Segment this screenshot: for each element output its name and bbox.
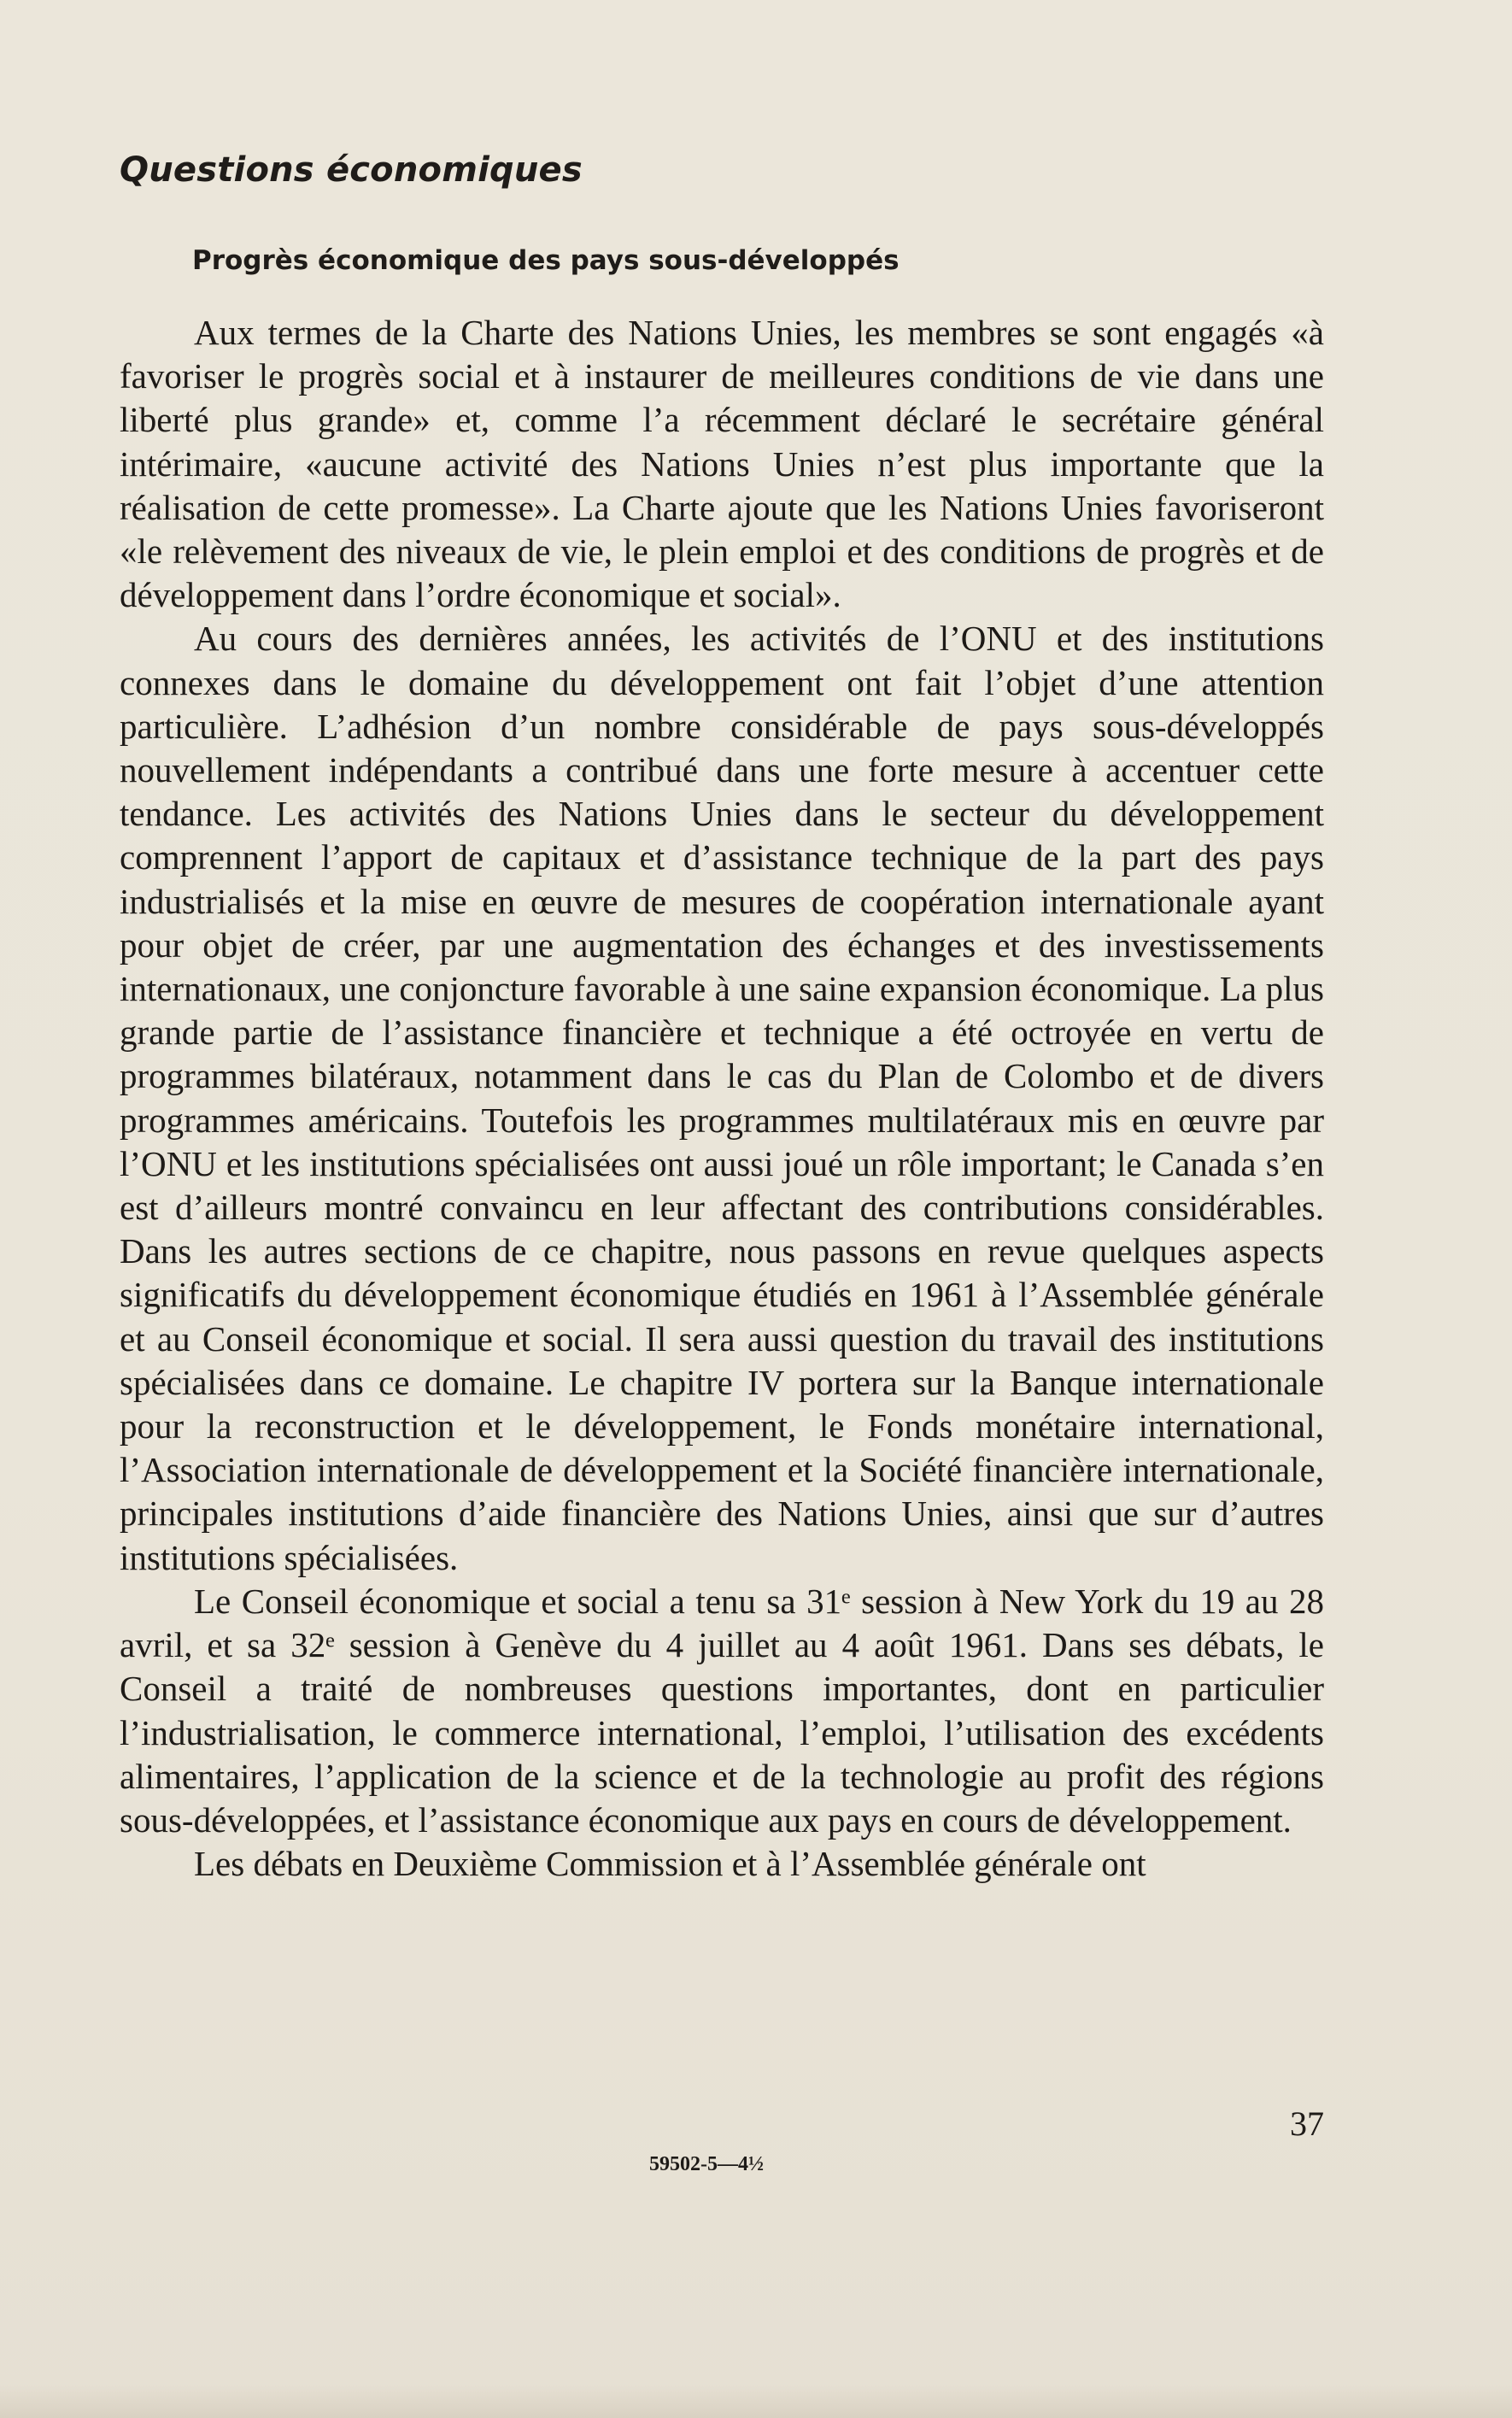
body-text [120,311,1324,1886]
print-code: 59502-5—4½ [649,2153,764,2175]
paragraph-4: Les débats en Deuxième Commission et à l’Assemblée générale ont [194,1844,1146,1884]
paragraph-2: Au cours des dernières années, les activités de l’ONU et des institutions connexes dans le domaine du développement ont fait l’objet d’une attention particulière. L’adhésion d’un nombre considérable de pays sous-développés nouvellement indépendants a contribué dans une forte mesure à accentuer cette tendance. Les activités des Nations Unies dans le secteur du développement comprennent l’apport de capitaux et d’assistance technique de la part des pays industrialisés et la mise en œuvre de mesures de coopération internationale ayant pour objet de créer, par une augmentation des échanges et des investissements internationaux, une conjoncture favorable à une saine expansion économique. La plus grande partie de l’assistance financière et technique a été octroyée en vertu de programmes bilatéraux, notamment dans le cas du Plan de Colombo et de divers programmes américains. Toutefois les programmes multilatéraux mis en œuvre par l’ONU et les institutions spécialisées ont aussi joué un rôle important; le Canada s’en est d’ailleurs montré convaincu en leur affectant des contributions considérables. Dans les autres sections de ce chapitre, nous passons en revue quelques aspects significatifs du développement économique étudiés en 1961 à l’Assemblée générale et au Conseil économique et social. Il sera aussi question du travail des institutions spécialisées dans ce domaine. Le chapitre IV portera sur la Banque internationale pour la reconstruction et le développement, le Fonds monétaire international, l’Association internationale de développement et la Société financière internationale, principales institutions d’aide financière des Nations Unies, ainsi que sur d’autres institutions spécialisées. [120,619,1324,1577]
subsection-title: Progrès économique des pays sous-développés [192,245,900,276]
paragraph-1: Aux termes de la Charte des Nations Unies, les membres se sont engagés «à favoriser le progrès social et à instaurer de meilleures conditions de vie dans une liberté plus grande» et, comme l’a récemment déclaré le secrétaire général intérimaire, «aucune activité des Nations Unies n’est plus importante que la réalisation de cette promesse». La Charte ajoute que les Nations Unies favoriseront «le relèvement des niveaux de vie, le plein emploi et des conditions de progrès et de développement dans l’ordre économique et social». [120,313,1324,615]
page-number: 37 [1290,2104,1324,2143]
paragraph-3: Le Conseil économique et social a tenu sa 31ᵉ session à New York du 19 au 28 avril, et sa 32ᵉ session à Genève du 4 juillet au 4 août 1961. Dans ses débats, le Conseil a traité de nombreuses questions importantes, dont en particulier l’industrialisation, le commerce international, l’emploi, l’utilisation des excédents alimentaires, l’application de la science et de la technologie au profit des régions sous-développées, et l’assistance économique aux pays en cours de développement. [120,1581,1324,1840]
page-edge-shadow [0,2384,1512,2418]
section-title: Questions économiques [120,150,583,190]
